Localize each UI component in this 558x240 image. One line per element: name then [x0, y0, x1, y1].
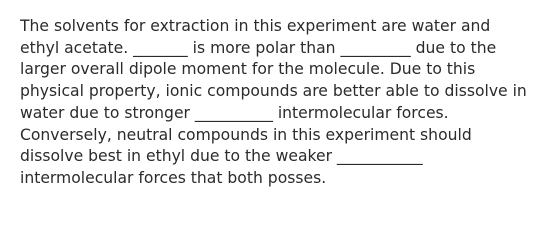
- question-line-4: physical property, ionic compounds are better able to dissolve in: [20, 82, 527, 101]
- question-line-1: The solvents for extraction in this experiment are water and: [20, 17, 491, 35]
- question-text: [20, 16, 550, 190]
- question-line-5: water due to stronger __________ intermolecular forces.: [20, 103, 449, 122]
- question-line-6: Conversely, neutral compounds in this experiment should: [20, 125, 472, 144]
- question-line-7: dissolve best in ethyl due to the weaker ___________: [20, 147, 423, 166]
- question-line-8: intermolecular forces that both posses.: [20, 168, 327, 187]
- question-line-3: larger overall dipole moment for the molecule. Due to this: [20, 60, 476, 79]
- question-line-2: ethyl acetate. _______ is more polar than _________ due to the: [20, 38, 497, 57]
